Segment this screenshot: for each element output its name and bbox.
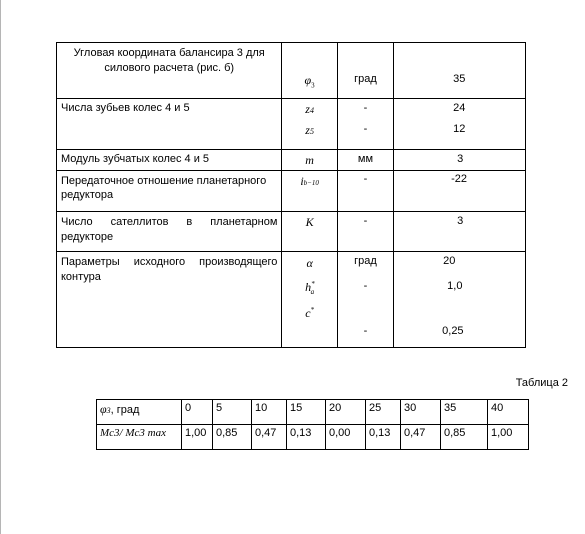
param-unit-cell: [337, 99, 393, 150]
param-name: Число сателлитов в планетарном редукторе: [61, 216, 278, 243]
param-name: Угловая координата балансира 3 для силового расчета (рис. б): [73, 47, 265, 74]
symbol-K: K: [305, 215, 314, 229]
param-name-cell: [57, 150, 282, 171]
param-value: 35: [453, 73, 466, 85]
param-value-cell: [394, 212, 526, 252]
param-unit-cell: [337, 252, 393, 348]
param-symbol-cell: [282, 212, 337, 252]
table-row: [57, 150, 526, 171]
param-name: Модуль зубчатых колес 4 и 5: [61, 153, 210, 165]
param-unit: -: [363, 102, 368, 114]
param-value-cell: [394, 171, 526, 212]
phi-value: 0: [182, 400, 213, 425]
param-symbol-cell: [282, 150, 337, 171]
phi-value: 25: [366, 400, 401, 425]
param-value: 0,25: [442, 325, 464, 337]
param-symbol-cell: [282, 99, 337, 150]
param-name-cell: [57, 252, 282, 348]
param-unit-cell: [337, 150, 393, 171]
phi-value: 15: [287, 400, 326, 425]
moment-header-cell: [97, 425, 182, 450]
symbol-z5: z5: [305, 123, 314, 137]
phi-unit: , град: [110, 404, 140, 416]
table-row: [97, 400, 529, 425]
symbol-phi3: [282, 43, 336, 89]
param-value: 3: [457, 215, 464, 227]
param-unit-cell: [337, 212, 393, 252]
moment-value: 0,00: [326, 425, 366, 450]
moment-value: 0,13: [287, 425, 326, 450]
symbol-i: ib−10: [300, 174, 319, 188]
table-row: [57, 99, 526, 150]
phi-symbol: φ: [304, 73, 312, 87]
phi-subscript: 3: [311, 81, 315, 90]
phi-value: 40: [488, 400, 529, 425]
param-unit-cell: [337, 171, 393, 212]
phi-value: 35: [441, 400, 488, 425]
moment-value: 1,00: [488, 425, 529, 450]
param-value-cell: [394, 43, 526, 99]
param-unit-cell: [337, 43, 393, 99]
param-name: Числа зубьев колес 4 и 5: [61, 102, 190, 114]
phi-subscript: 3: [106, 406, 111, 415]
phi-symbol: φ: [100, 402, 107, 416]
param-symbol-cell: [282, 43, 337, 99]
param-value: 3: [457, 153, 464, 165]
param-value-cell: [394, 150, 526, 171]
table-2-caption: Таблица 2: [515, 377, 568, 389]
moment-value: 0,47: [252, 425, 287, 450]
symbol-ha: $h^*_a$: [305, 280, 315, 297]
param-unit: -: [363, 123, 368, 135]
param-name: Параметры исходного производящего контура: [61, 256, 278, 283]
symbol-z4: z4: [305, 102, 314, 116]
moment-value: 0,13: [366, 425, 401, 450]
phi-value: 30: [401, 400, 441, 425]
table-row: [57, 212, 526, 252]
symbol-m: m: [305, 153, 314, 167]
param-unit: град: [354, 255, 377, 267]
param-symbol-cell: [282, 252, 337, 348]
param-name-cell: [57, 212, 282, 252]
load-table: [96, 399, 529, 450]
param-value: 12: [453, 123, 466, 135]
moment-value: 1,00: [182, 425, 213, 450]
param-unit: град: [354, 73, 377, 85]
symbol-alpha: α: [306, 256, 313, 270]
param-value: 20: [443, 255, 456, 267]
phi-value: 20: [326, 400, 366, 425]
parameters-table: [56, 42, 526, 348]
page-left-border: [0, 0, 1, 534]
param-unit: -: [363, 215, 368, 227]
moment-value: 0,85: [213, 425, 252, 450]
param-unit: мм: [357, 153, 374, 165]
phi-header-cell: [97, 400, 182, 425]
table-row: [57, 252, 526, 348]
param-value: 1,0: [447, 280, 463, 292]
param-value: -22: [451, 173, 468, 185]
phi-value: 10: [252, 400, 287, 425]
param-name: Передаточное отношение планетарного редуктора: [61, 175, 267, 201]
param-unit: -: [363, 280, 368, 292]
param-name-cell: [57, 99, 282, 150]
param-symbol-cell: [282, 171, 337, 212]
param-value: 24: [453, 102, 466, 114]
table-row: [57, 171, 526, 212]
moment-header: Mc3/ Mc3 max: [100, 427, 166, 439]
param-value-cell: [394, 99, 526, 150]
param-name-cell: [57, 171, 282, 212]
moment-value: 0,47: [401, 425, 441, 450]
param-value-cell: [394, 252, 526, 348]
table-row: [97, 425, 529, 450]
symbol-c: c*: [305, 306, 315, 320]
moment-value: 0,85: [441, 425, 488, 450]
phi-value: 5: [213, 400, 252, 425]
param-name-cell: [57, 43, 282, 99]
table-row: [57, 43, 526, 99]
param-unit: -: [363, 325, 368, 337]
param-unit: -: [363, 173, 368, 185]
